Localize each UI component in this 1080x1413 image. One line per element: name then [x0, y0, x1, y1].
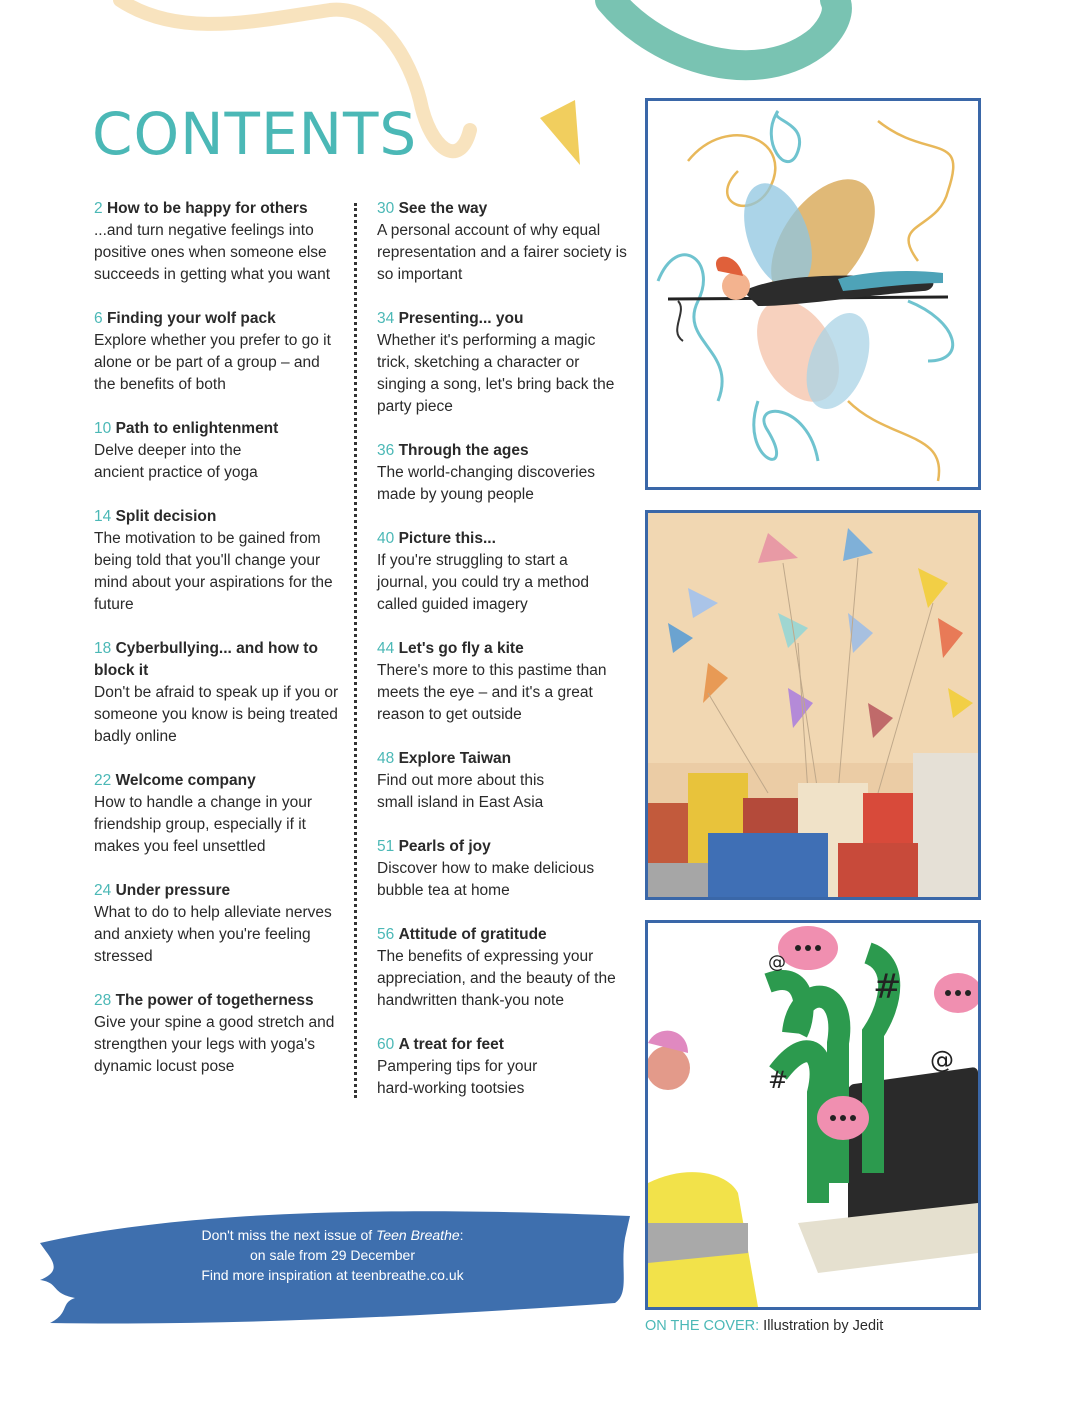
entry-description: The world-changing discoveries made by young people	[377, 464, 595, 503]
banner-suffix: :	[459, 1227, 464, 1243]
entry-heading: Path to enlightenment	[115, 420, 279, 437]
banner-line-2: on sale from 29 December	[250, 1247, 415, 1263]
hash-symbol-small: #	[768, 1066, 789, 1094]
contents-entry[interactable]	[377, 1034, 627, 1100]
entry-description: Find out more about this small island in East Asia	[377, 772, 545, 811]
entry-heading: Presenting... you	[398, 310, 524, 327]
page-number: 14	[94, 508, 112, 525]
contents-entry[interactable]	[94, 198, 344, 286]
banner-prefix: Don't miss the next issue of	[201, 1227, 377, 1243]
entry-description: ...and turn negative feelings into positive ones when someone else succeeds in getting what you want	[94, 222, 331, 283]
contents-entry[interactable]	[377, 638, 627, 726]
entry-heading: Through the ages	[398, 442, 529, 459]
contents-entry[interactable]	[94, 638, 344, 748]
entry-heading: Explore Taiwan	[398, 750, 512, 767]
entry-heading: Finding your wolf pack	[106, 310, 276, 327]
entry-heading: A treat for feet	[398, 1036, 504, 1053]
entry-heading: Let's go fly a kite	[398, 640, 524, 657]
entry-description: Don't be afraid to speak up if you or someone you know is being treated badly online	[94, 684, 339, 745]
page-title: CONTENTS	[92, 100, 418, 168]
page-number: 22	[94, 772, 112, 789]
page-number: 30	[377, 200, 395, 217]
contents-entry[interactable]	[377, 748, 627, 814]
cover-credit	[645, 1318, 883, 1334]
contents-entry[interactable]	[94, 506, 344, 616]
contents-entry[interactable]	[94, 308, 344, 396]
cover-text: Illustration by Jedit	[759, 1318, 884, 1334]
cyberbullying-drawing	[648, 923, 978, 1307]
entry-description: Give your spine a good stretch and strengthen your legs with yoga's dynamic locust pose	[94, 1014, 335, 1075]
fairy-illustration	[645, 98, 981, 490]
entry-heading: Attitude of gratitude	[398, 926, 547, 943]
page-number: 48	[377, 750, 395, 767]
fairy-drawing	[648, 101, 978, 487]
entry-heading: Welcome company	[115, 772, 256, 789]
page-number: 56	[377, 926, 395, 943]
cover-label: ON THE COVER:	[645, 1318, 760, 1334]
entry-description: There's more to this pastime than meets the eye – and it's a great reason to get outside	[377, 662, 607, 723]
entry-heading: Under pressure	[115, 882, 231, 899]
page-number: 6	[94, 310, 103, 327]
entry-heading: Cyberbullying... and how to block it	[94, 640, 318, 679]
page-number: 10	[94, 420, 112, 437]
hash-symbol: #	[873, 967, 902, 1007]
entry-heading: The power of togetherness	[115, 992, 314, 1009]
page-number: 18	[94, 640, 112, 657]
cyberbullying-illustration	[645, 920, 981, 1310]
page-number: 24	[94, 882, 112, 899]
kites-drawing	[648, 513, 978, 897]
kites-illustration	[645, 510, 981, 900]
entry-description: Pampering tips for your hard-working tootsies	[377, 1058, 538, 1097]
entry-description: Whether it's performing a magic trick, sketching a character or singing a song, let's bring back the party piece	[377, 332, 615, 415]
page-number: 40	[377, 530, 395, 547]
entry-description: What to do to help alleviate nerves and anxiety when you're feeling stressed	[94, 904, 332, 965]
page-number: 28	[94, 992, 112, 1009]
entry-description: Explore whether you prefer to go it alone or be part of a group – and the benefits of both	[94, 332, 331, 393]
contents-entry[interactable]	[94, 770, 344, 858]
entry-heading: Split decision	[115, 508, 217, 525]
contents-column-left	[94, 198, 344, 1078]
page-number: 2	[94, 200, 103, 217]
column-divider	[354, 203, 357, 1098]
entry-heading: See the way	[398, 200, 488, 217]
contents-entry[interactable]	[377, 836, 627, 902]
entry-description: Discover how to make delicious bubble tea at home	[377, 860, 595, 899]
page-number: 60	[377, 1036, 395, 1053]
page-number: 36	[377, 442, 395, 459]
banner-line-1	[30, 1225, 635, 1245]
entry-description: Delve deeper into the ancient practice of yoga	[94, 442, 258, 481]
entry-description: How to handle a change in your friendship group, especially if it makes you feel unsettled	[94, 794, 313, 855]
page-number: 34	[377, 310, 395, 327]
entry-heading: Picture this...	[398, 530, 496, 547]
next-issue-banner	[30, 1225, 635, 1285]
entry-description: A personal account of why equal representation and a fairer society is so important	[377, 222, 627, 283]
entry-description: If you're struggling to start a journal, you could try a method called guided imagery	[377, 552, 589, 613]
contents-entry[interactable]	[377, 308, 627, 418]
contents-entry[interactable]	[94, 418, 344, 484]
entry-heading: Pearls of joy	[398, 838, 491, 855]
banner-line-3[interactable]: Find more inspiration at teenbreathe.co.uk	[201, 1267, 464, 1283]
contents-entry[interactable]	[94, 990, 344, 1078]
at-symbol-large: @	[930, 1046, 954, 1074]
magazine-name: Teen Breathe	[376, 1227, 460, 1243]
contents-entry[interactable]	[377, 440, 627, 506]
contents-column-right	[377, 198, 627, 1100]
contents-entry[interactable]	[377, 528, 627, 616]
page-number: 44	[377, 640, 395, 657]
page-number: 51	[377, 838, 395, 855]
contents-entry[interactable]	[377, 924, 627, 1012]
entry-description: The motivation to be gained from being told that you'll change your mind about your aspirations for the future	[94, 530, 333, 613]
entry-heading: How to be happy for others	[106, 200, 308, 217]
entry-description: The benefits of expressing your appreciation, and the beauty of the handwritten thank-you note	[377, 948, 616, 1009]
at-symbol: @	[768, 952, 786, 973]
contents-entry[interactable]	[94, 880, 344, 968]
contents-entry[interactable]	[377, 198, 627, 286]
